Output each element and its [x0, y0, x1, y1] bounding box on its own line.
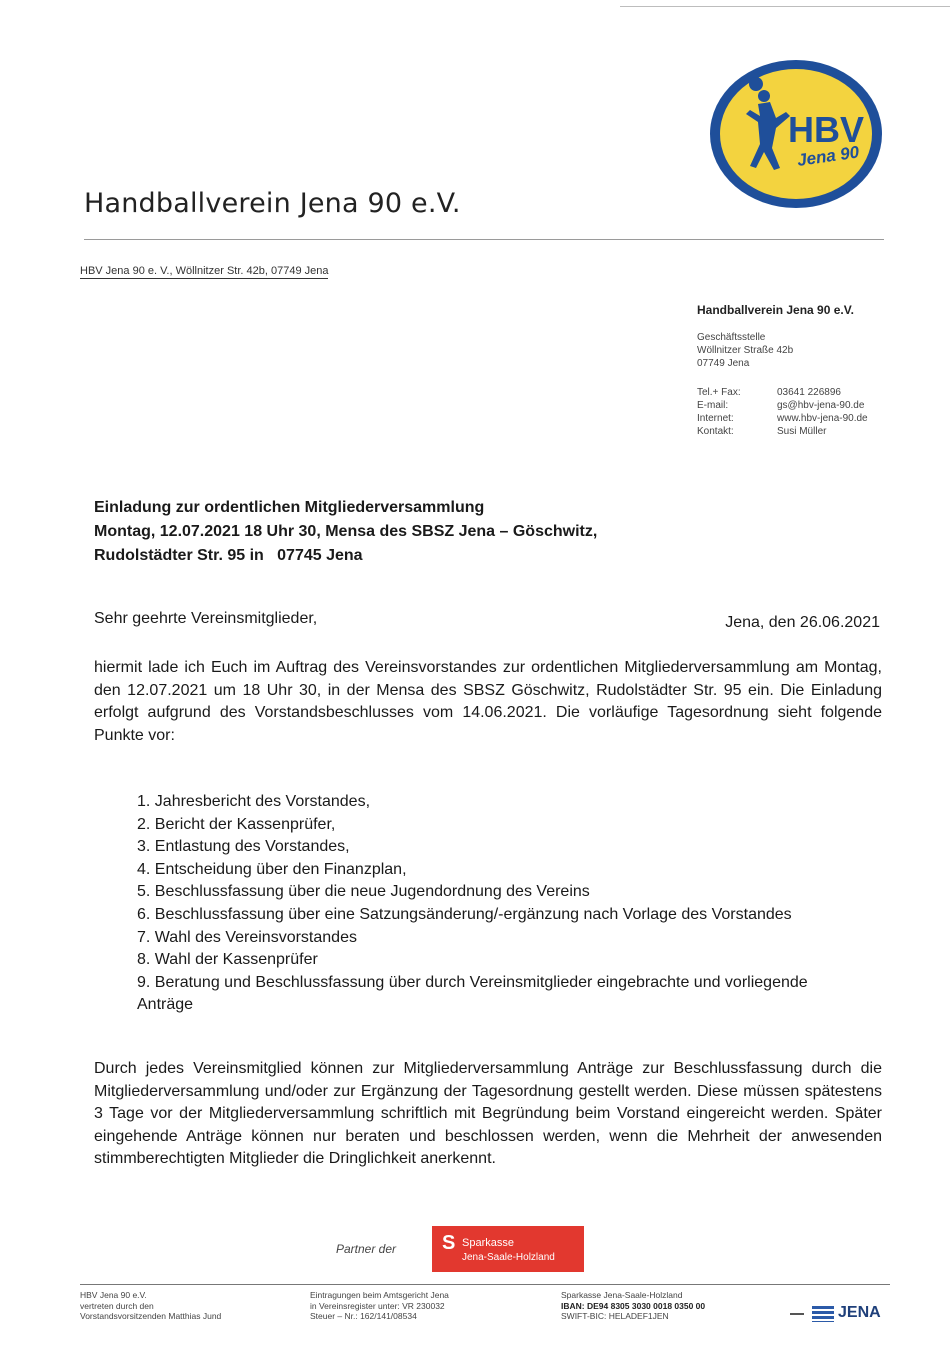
- subject-line: Montag, 12.07.2021 18 Uhr 30, Mensa des SBSZ Jena – Göschwitz,: [94, 523, 598, 540]
- agenda-item: 1. Jahresbericht des Vorstandes,: [137, 793, 371, 810]
- subject-line: Einladung zur ordentlichen Mitgliederversammlung: [94, 499, 485, 516]
- footer-line: Steuer – Nr.: 162/141/08534: [310, 1311, 417, 1321]
- address-line: Geschäftsstelle: [697, 332, 766, 343]
- footer-line: HBV Jena 90 e.V.: [80, 1290, 147, 1300]
- footer-line: vertreten durch den: [80, 1300, 154, 1311]
- jena-logo-text: JENA: [838, 1304, 881, 1321]
- club-title: Handballverein Jena 90 e.V.: [84, 188, 461, 219]
- footer-registry-info: [310, 1290, 449, 1322]
- footer-iban: IBAN: DE94 8305 3030 0018 0350 00: [561, 1300, 706, 1311]
- address-line: 07749 Jena: [697, 358, 750, 369]
- subject-line: Rudolstädter Str. 95 in 07745 Jena: [94, 547, 363, 564]
- footer-line: Vorstandsvorsitzenden Matthias Jund: [80, 1311, 222, 1321]
- contact-value: Susi Müller: [777, 426, 827, 437]
- contact-email: [697, 399, 868, 412]
- partner-label: Partner der: [336, 1242, 397, 1256]
- sparkasse-region: Jena-Saale-Holzland: [462, 1252, 555, 1263]
- sparkasse-s-icon: S: [442, 1232, 456, 1254]
- contact-label: Internet:: [697, 413, 734, 424]
- hbv-logo: [706, 56, 886, 212]
- agenda-item: 4. Entscheidung über den Finanzplan,: [137, 860, 407, 878]
- contact-person: [697, 425, 868, 438]
- footer-bank-info: [561, 1290, 705, 1322]
- footer-rule: [80, 1284, 890, 1285]
- salutation: Sehr geehrte Vereinsmitglieder,: [94, 610, 318, 627]
- agenda-item: 6. Beschlussfassung über eine Satzungsänderung/-ergänzung nach Vorlage des Vorstandes: [137, 905, 792, 923]
- sender-address-line: HBV Jena 90 e. V., Wöllnitzer Str. 42b, 07749 Jena: [80, 265, 329, 277]
- footer-line: Sparkasse Jena-Saale-Holzland: [561, 1290, 683, 1300]
- agenda-item: 7. Wahl des Vereinsvorstandes: [137, 928, 357, 946]
- contact-label: E-mail:: [697, 400, 729, 411]
- contact-value: www.hbv-jena-90.de: [777, 413, 868, 424]
- address-line: Wöllnitzer Straße 42b: [697, 345, 794, 356]
- agenda-item: 3. Entlastung des Vorstandes,: [137, 838, 350, 856]
- footer-line: in Vereinsregister unter: VR 230032: [310, 1300, 445, 1311]
- header-rule: [84, 239, 884, 240]
- contact-block: [697, 386, 868, 438]
- agenda-item: 8. Wahl der Kassenprüfer: [137, 951, 318, 969]
- jena-bars-icon: [812, 1306, 834, 1322]
- address-lines: [697, 331, 793, 370]
- agenda-item: 9. Beratung und Beschlussfassung über durch Vereinsmitglieder eingebrachte und vorliegende Anträge: [137, 973, 808, 1014]
- logo-sub-text: Jena 90: [795, 142, 861, 170]
- letter-subject: [94, 496, 597, 568]
- address-club-name: Handballverein Jena 90 e.V.: [697, 303, 854, 317]
- sparkasse-name: Sparkasse: [462, 1237, 514, 1249]
- motions-paragraph: Durch jedes Vereinsmitglied können zur Mitgliederversammlung Anträge zur Beschlussfassung durch die Mitgliederversammlung und/oder zur Ergänzung der Tagesordnung gestellt werden. Diese müssen spätestens 3 Tage vor der Mitgliederversammlung schriftlich mit Begründung beim Vorstand eingereicht werden. Später eingehende Anträge können nur beraten und beschlossen werden, wenn die Mehrheit der anwesenden stimmberechtigten Mitglieder die Dringlichkeit anerkennt.: [94, 1060, 882, 1167]
- agenda-list: [137, 791, 882, 1017]
- contact-label: Tel.+ Fax:: [697, 387, 741, 398]
- contact-value: 03641 226896: [777, 387, 841, 398]
- agenda-item: 5. Beschlussfassung über die neue Jugendordnung des Vereins: [137, 883, 590, 901]
- contact-label: Kontakt:: [697, 426, 734, 437]
- jena-dash-icon: [790, 1313, 804, 1315]
- footer-line: SWIFT-BIC: HELADEF1JEN: [561, 1311, 669, 1321]
- footer-line: Eintragungen beim Amtsgericht Jena: [310, 1290, 449, 1300]
- jena-city-logo: [790, 1303, 900, 1327]
- letter-date: Jena, den 26.06.2021: [725, 614, 880, 631]
- sparkasse-logo: [432, 1226, 584, 1272]
- footer-club-info: [80, 1290, 221, 1322]
- intro-paragraph: hiermit lade ich Euch im Auftrag des Vereinsvorstandes zur ordentlichen Mitgliederversammlung am Montag, den 12.07.2021 um 18 Uhr 30, in der Mensa des SBSZ Göschwitz, Rudolstädter Str. 95 ein. Die Einladung erfolgt aufgrund des Vorstandsbeschlusses vom 14.06.2021. Die vorläufige Tagesordnung sieht folgende Punkte vor:: [94, 659, 882, 744]
- logo-main-text: HBV: [788, 109, 865, 150]
- agenda-item: 2. Bericht der Kassenprüfer,: [137, 815, 336, 833]
- top-rule: [620, 6, 950, 7]
- contact-phone: [697, 386, 868, 399]
- contact-value: gs@hbv-jena-90.de: [777, 400, 865, 411]
- contact-internet: [697, 412, 868, 425]
